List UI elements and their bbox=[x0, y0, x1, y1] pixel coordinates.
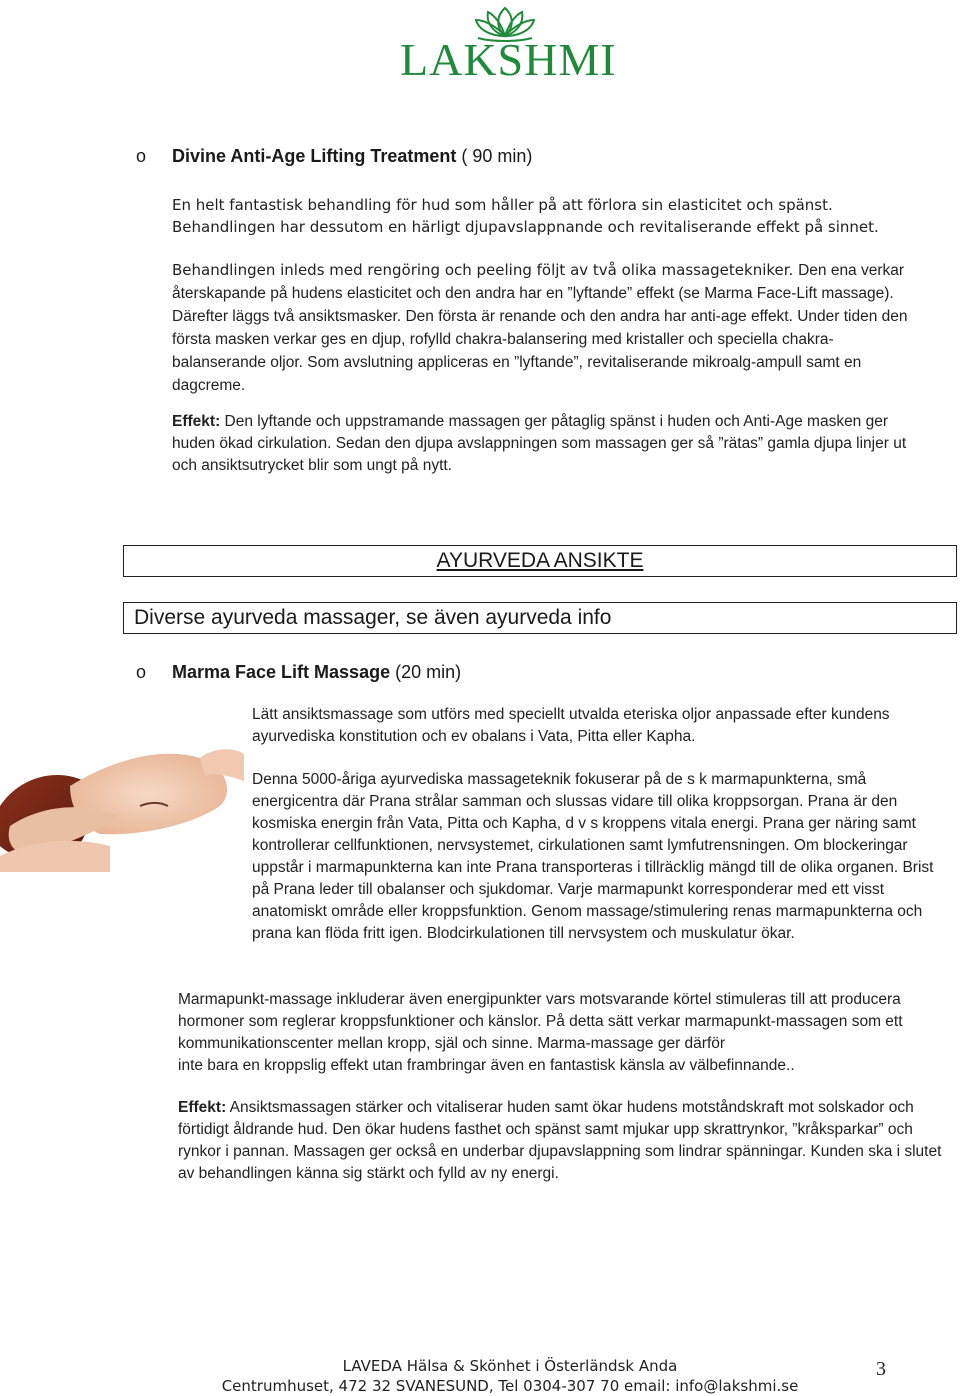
effect-label: Effekt: bbox=[178, 1099, 227, 1116]
section-heading bbox=[123, 545, 957, 577]
bullet: o bbox=[136, 662, 147, 682]
treatment-duration: (20 min) bbox=[390, 662, 462, 682]
effect-text: Ansiktsmassagen stärker och vitaliserar huden samt ökar hudens motståndskraft mot solskador och förtidigt åldrande hud. Den ökar hudens fasthet och spänst samt mjukar upp skrattrynkor, ”kråksparkar” och rynkor i pannan. Massagen ger också en underbar djupavslappning som lindrar spänningar. Kunden ska i slutet av behandlingen känna sig stärkt och fylld av ny energi. bbox=[178, 1099, 942, 1182]
page-number: 3 bbox=[876, 1358, 886, 1380]
massage-description: Lätt ansiktsmassage som utförs med speciellt utvalda eteriska oljor anpassade efter kundens ayurvediska konstitution och ev obalans i Vata, Pitta eller Kapha. bbox=[252, 706, 890, 745]
massage-effect bbox=[178, 1097, 960, 1185]
treatment-effect bbox=[172, 411, 917, 477]
treatment-body-1: Behandlingen inleds med rengöring och peeling följt av två olika massagetekniker. bbox=[172, 261, 799, 279]
footer-company: LAVEDA Hälsa & Skönhet i Österländsk Anda bbox=[342, 1357, 678, 1375]
section-subheading bbox=[123, 602, 957, 634]
effect-label: Effekt: bbox=[172, 413, 221, 430]
bullet: o bbox=[136, 146, 147, 166]
face-massage-photo bbox=[0, 706, 244, 872]
treatment-title bbox=[172, 662, 461, 683]
treatment-name: Marma Face Lift Massage bbox=[172, 662, 391, 682]
marma-wellbeing-text: inte bara en kroppslig effekt utan frambringar även en fantastisk känsla av välbefinnande.. bbox=[178, 1057, 795, 1074]
lakshmi-logo bbox=[400, 2, 617, 85]
treatment-intro: En helt fantastisk behandling för hud som håller på att förlora sin elasticitet och spänst. Behandlingen har dessutom en härligt djupavslappnande och revitaliserande effekt på sinnet. bbox=[172, 196, 879, 236]
treatment-title bbox=[172, 146, 532, 167]
section-heading-text: AYURVEDA ANSIKTE bbox=[436, 549, 644, 572]
treatment-duration: ( 90 min) bbox=[456, 146, 533, 166]
marma-description: Denna 5000-åriga ayurvediska massageteknik fokuserar på de s k marmapunkterna, små energicentra där Prana strålar samman och slussas vidare till olika kroppsorgan. Prana är den kosmiska energin från Vata, Pitta och Kapha, d v s kroppens vitala energi. Prana ger näring samt kontrollerar cellfunktionen, nervsystemet, cirkulationen samt lymfutrensningen. Om blockeringar uppstår i marmapunkterna kan inte Prana transporteras i tillräcklig mängd till de olika organen. Brist på Prana leder till obalanser och sjukdomar. Varje marmapunkt korresponderar med ett visst anatomiskt område eller kroppsfunktion. Genom massage/stimulering renas marmapunkterna och prana kan flöda fritt igen. Blodcirkulationen till nervsystem och muskulatur ökar. bbox=[252, 771, 934, 942]
treatment-name: Divine Anti-Age Lifting Treatment bbox=[172, 146, 457, 166]
treatment-body-2: Den ena verkar återskapande på hudens elasticitet och den andra har en ”lyftande” effekt (se Marma Face-Lift massage). Därefter läggs två ansiktsmasker. Den första är renande och den andra har anti-age effekt. Under tiden den första masken verkar ges en djup, rofylld chakra-balansering med kristaller och speciella chakra-balanserande oljor. Som avslutning appliceras en ”lyftande”, revitaliserande mikroalg-ampull samt en dagcreme. bbox=[172, 262, 908, 394]
effect-text: Den lyftande och uppstramande massagen ger påtaglig spänst i huden och Anti-Age masken ger huden ökad cirkulation. Sedan den djupa avslappningen som massagen ger så ”rätas” gamla djupa linjer ut och ansiktsutrycket blir som ungt på nytt. bbox=[172, 413, 907, 474]
logo-text: LAKSHMI bbox=[400, 34, 617, 85]
marma-hormones-text: Marmapunkt-massage inkluderar även energipunkter vars motsvarande körtel stimuleras till att producera hormoner som reglerar kroppsfunktioner och känslor. På detta sätt verkar marmapunkt-massagen som ett kommunikationscenter mellan kropp, själ och sinne. Marma-massage ger därför bbox=[178, 991, 903, 1052]
treatment-body bbox=[172, 259, 917, 397]
section-subheading-text: Diverse ayurveda massager, se även ayurveda info bbox=[134, 606, 612, 629]
footer-contact: Centrumhuset, 472 32 SVANESUND, Tel 0304-307 70 email: info@lakshmi.se bbox=[221, 1377, 799, 1395]
marma-hormones bbox=[178, 989, 958, 1077]
footer bbox=[200, 1356, 820, 1396]
